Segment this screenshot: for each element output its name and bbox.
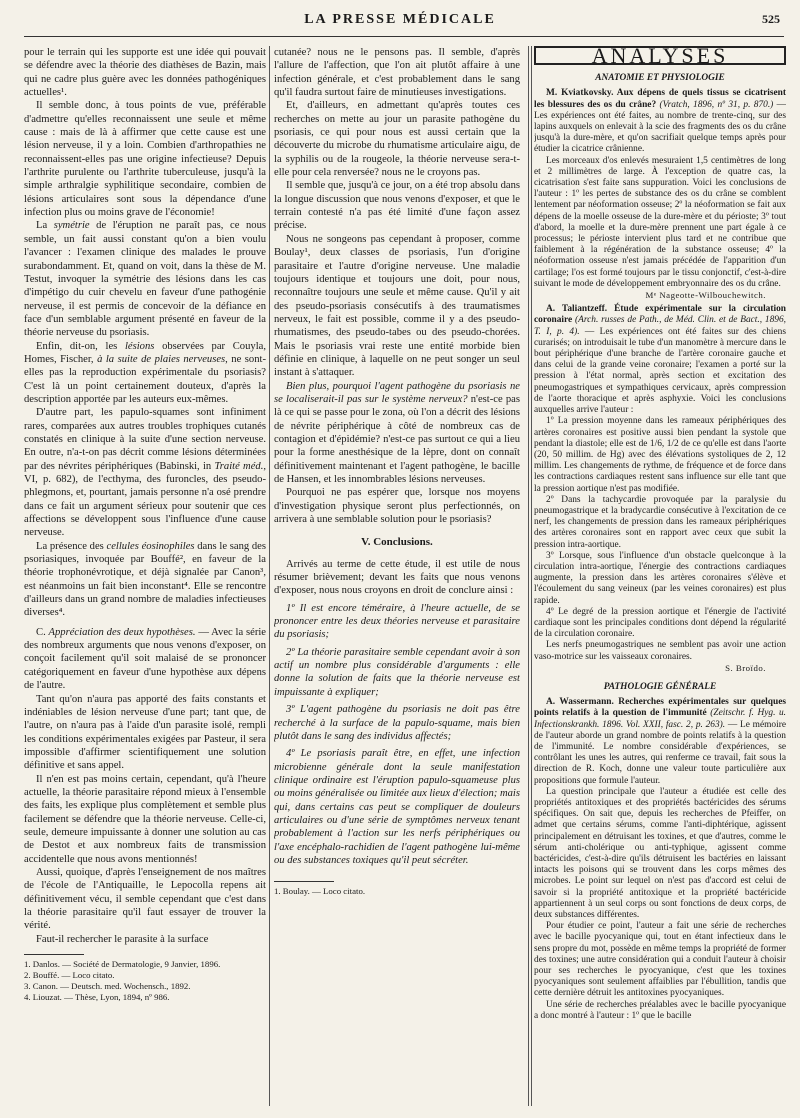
paragraph: Il semble donc, à tous points de vue, préférable d'admettre qu'elles reconnaissent une seule et même cause : mais de là à affirmer que cette cause est une lésion nerveuse, il y a loin. Combien d'arthropathies ne reconnaissent-elles pas une origine infectieuse? Depuis l'arthrite purulente ou l'arthrite tuberculeuse, jusqu'à la simple arthralgie syphilitique secondaire, combien de lésions articulaires sont sous la dépendance d'une infection plus ou moins grave de l'économie! (24, 100, 266, 219)
paragraph: Les nerfs pneumogastriques ne semblent pas avoir une action vaso-motrice sur les vaisseaux coronaires. (534, 640, 786, 662)
conclusion-item: 2º La théorie parasitaire semble cependant avoir à son actif un nombre plus considérable d'arguments : elle donne la solution de faits que la théorie nerveuse est impuissante à expliquer; (274, 646, 520, 698)
section-heading: V. Conclusions. (361, 536, 433, 549)
analyses-title: ANALYSES (534, 46, 786, 65)
paragraph: La symétrie de l'éruption ne paraît pas, ce nous semble, un fait aussi constant qu'on a bien voulu l'avancer : l'examen clinique des malades le prouve surabondamment. Et, quand on voit, dans la thèse de M. Testut, invoquer la symétrie des lésions dans les cas d'impétigo du cuir chevelu en faveur d'une pathogénie nerveuse, il est permis de concevoir de la défiance en face d'un semblable argument présenté en faveur de la théorie nerveuse du psoriasis. (24, 220, 266, 339)
conclusion-item: 1º La pression moyenne dans les rameaux périphériques des artères coronaires est positive aussi bien pendant la systole que pendant la diastole; elle est de 1/6, 1/2 de ce qu'elle est dans l'aorte (20, 50 millim. de Hg) avec des élévations systoliques de 2, 12 millim. Les changements de rythme, de fréquence et de force dans les contractions cardiaques restent sans influence sur elle tant que la pression aortique n'est pas modifiée. (534, 416, 786, 494)
column-divider-2a (528, 46, 529, 1106)
paragraph: Enfin, dit-on, les lésions observées par Couyla, Homes, Fischer, à la suite de plaies nerveuses, ne sont-elles pas la reproduction expérimentale du psoriasis? C'est là un point certainement douteux, d'après la description apportée par les auteurs eux-mêmes. (24, 340, 266, 405)
paragraph: Il n'en est pas moins certain, cependant, qu'à l'heure actuelle, la théorie parasitaire répond mieux à l'ensemble des faits, les explique plus complètement et semble plus facilement se défendre que la théorie nerveuse. Celle-ci, seule, demeure impuissante à donner une solution au cas de Destot et aux nombreux faits de transmission accidentelle que nous avons mentionnés! (24, 773, 266, 865)
paragraph: Et, d'ailleurs, en admettant qu'après toutes ces recherches on mette au jour un parasite pathogène du psoriasis, ce qui pour nous est aussi certain que la découverte du microbe du rhumatisme articulaire aigu, de la syphilis ou de la rougeole, la théorie nerveuse sera-t-elle pour cela renversée? nous ne le croyons pas. (274, 100, 520, 179)
footnote: 4. Liouzat. — Thèse, Lyon, 1894, nº 986. (24, 992, 170, 1003)
footnote-rule (24, 954, 84, 955)
abstract-signature: S. Broïdo. (725, 662, 766, 673)
subsection-heading: C. Appréciation des deux hypothèses. — Avec la série des nombreux arguments que nous venons d'exposer, on conçoit facilement qu'il soit malaisé de se prononcer catégoriquement en faveur d'une hypothèse aux dépens de l'autre. (24, 626, 266, 692)
paragraph: Il semble que, jusqu'à ce jour, on a été trop absolu dans la longue discussion que nous venons d'exposer, et que le terrain contesté n'a pas été limité d'une façon assez précise. (274, 180, 520, 232)
paragraph: La présence des cellules éosinophiles dans le sang des psoriasiques, invoquée par Bouffé², en faveur de la théorie trophonévrotique, et déjà signalée par Canon³, est néanmoins un fait bien inconstant⁴. Elle se rencontre d'ailleurs dans un grand nombre de maladies infectieuses diverses⁴. (24, 540, 266, 619)
rubric-heading: ANATOMIE ET PHYSIOLOGIE (595, 73, 725, 84)
paragraph: Une série de recherches préalables avec le bacille pyocyanique a donc montré à l'auteur : 1º que le bacille (534, 999, 786, 1021)
column-divider-1 (269, 46, 270, 1106)
paragraph: Faut-il rechercher le parasite à la surface (36, 933, 209, 945)
paragraph: D'autre part, les papulo-squames sont infiniment rares, comparées aux autres troubles trophiques cutanés constatés en clinique à la suite d'une section nerveuse. En outre, n'a-t-on pas décrit comme lésions déterminées par des névrites périphériques (Babinski, in Traité méd., VI, p. 682), de l'ecthyma, des furoncles, des pseudo-phlegmons, et, pourtant, jamais personne n'a osé prendre dans ce fait un argument sérieux pour soutenir que ces affections se développent sous l'influence d'une cause nerveuse. (24, 407, 266, 539)
conclusion-item: 3º Lorsque, sous l'influence d'un obstacle quelconque à la circulation intra-aortique, l'énergie des contractions cardiaques augmente, la pression dans les artères coronaires s'élève et l'écoulement du sang veineux (par les veines coronaires) est plus rapide. (534, 550, 786, 606)
rubric-heading: PATHOLOGIE GÉNÉRALE (603, 681, 717, 692)
paragraph: cutanée? nous ne le pensons pas. Il semble, d'après l'allure de l'affection, que l'on ait plutôt affaire à une infection générale, et c'est probablement dans le sang qu'il faudra surtout faire de minutieuses investigations. (274, 47, 520, 99)
paragraph: Aussi, quoique, d'après l'enseignement de nos maîtres de l'école de l'Antiquaille, le Lepocolla repens ait définitivement vécu, il semble cependant que c'est dans la théorie parasitaire qu'il faut essayer de trouver la vérité. (24, 866, 266, 932)
column-divider-2b (531, 46, 532, 1106)
page-number: 525 (762, 12, 780, 26)
paragraph: Pourquoi ne pas espérer que, lorsque nos moyens d'investigation physique seront plus perfectionnés, on arrivera à une semblable solution pour le psoriasis? (274, 487, 520, 526)
paragraph: pour le terrain qui les supporte est une idée qui pouvait se défendre avec la théorie des diathèses de Bazin, mais qui ne cadre plus guère avec les données pathogéniques actuelles¹. (24, 47, 266, 99)
conclusion-item: 4º Le psoriasis paraît être, en effet, une infection microbienne générale dont la seule manifestation clinique ordinaire est l'éruption papulo-squameuse plus ou moins généralisée ou limitée aux lieux d'élection; mais qui, dans certains cas peut se compliquer de douleurs articulaires ou d'une série de symptômes nerveux tenant probablement à l'action sur les nerfs périphériques ou l'axe encéphalo-rachidien de l'agent pathogène lui-même ou des substances toxiques qu'il peut sécréter. (274, 748, 520, 866)
paragraph: Nous ne songeons pas cependant à proposer, comme Boulay¹, deux classes de psoriasis, l'un d'origine parasitaire et l'autre d'origine nerveuse. Une maladie toujours identique et toujours une doit, pour nous, reconnaître toujours une seule et même cause. Qu'il y ait des pseudo-psoriasis consécutifs à des traumatismes nerveux, le fait est possible, comme il y a des pseudo-rhumatismes, des pseudo-tabes ou des pseudo-chorées. Mais le psoriasis vrai reste une entité morbide bien définie en clinique, à laquelle on ne peut songer un seul instant à s'attaquer. (274, 233, 520, 379)
paragraph: Pour étudier ce point, l'auteur a fait une série de recherches avec le bacille pyocyanique qui, tout en étant infectieux dans le sens propre du mot, possède en même temps la propriété de former des toxines; une autre considération qui a conduit l'auteur à choisir pour ses recherches le pyocyanique, c'est que les toxines pyocyaniques sont seulement affaiblies par l'ébullition, tandis que cette dernière détruit les antitoxines pyocyaniques. (534, 921, 786, 999)
conclusion-item: 3º L'agent pathogène du psoriasis ne doit pas être recherché à la surface de la papulo-squame, mais bien plutôt dans le sang des individus affectés; (274, 704, 520, 742)
paragraph: Les morceaux d'os enlevés mesuraient 1,5 centimètres de long et 2 millimètres de large. À l'exception de quatre cas, la cicatrisation s'est faite sans suppuration. Voici les conclusions de l'auteur : 1º les pertes de substance des os du crâne se comblent lentement par néoformation osseuse; 2º la néoformation se fait aux dépens de la moelle osseuse de la dure-mère et du périoste; 3º tout d'abord, la moelle et la dure-mère prennent une part égale à ce processus; le périoste intervient plus tard et ne contribue que faiblement à la régénération de la substance osseuse; 4º la néoformation osseuse n'est jamais précédée de l'apparition d'un cartilage; l'os est formé toujours par le tissu conjonctif, c'est-à-dire suivant le mode de développement embryonnaire des os du crâne. (534, 155, 786, 289)
column-middle (274, 46, 520, 1114)
article-abstract: M. Kviatkovsky. Aux dépens de quels tissus se cicatrisent les blessures des os du crâne? (Vratch, 1896, nº 31, p. 870.) — Les expériences ont été faites, au nombre de trente-cinq, sur des lapins auxquels on enlevait à la scie des fragments des os du crâne jusqu'à la dure-mère, et qu'on sacrifiait quelque temps après pour étudier la cicatrice crânienne. (534, 88, 786, 155)
conclusion-item: 4º Le degré de la pression aortique et l'énergie de l'activité cardiaque sont les principales conditions dont dépend la régularité de la circulation coronaire. (534, 606, 786, 640)
paragraph: La question principale que l'auteur a étudiée est celle des propriétés antitoxiques et des propriétés bactéricides des sérums spécifiques. On sait que, depuis les recherches de Pfeiffer, on admet que certains sérums, comme l'anti-diphtérique, agissent principalement en détruisant les toxines, et que d'autres, comme le sérum anti-cholérique ou anti-typhique, agissent comme bactéricides, c'est-à-dire qu'ils détruisent les bactéries en laissant intacts les poisons qui se trouvent dans les corps mêmes des microbes. Le point sur lequel on n'est pas d'accord est celui de savoir si la propriété antitoxique et la propriété bactéricide appartiennent à un seul corps ou sont fonctions de deux corps, de deux substances différentes. (534, 786, 786, 921)
footnote: 1. Boulay. — Loco citato. (274, 886, 366, 897)
footnote: 1. Danlos. — Société de Dermatologie, 9 Janvier, 1896. (24, 959, 221, 970)
abstract-signature: Mᵉ Nageotte-Wilbouchewitch. (645, 290, 766, 301)
paragraph: Bien plus, pourquoi l'agent pathogène du psoriasis ne se localiserait-il pas sur le système nerveux? n'est-ce pas là ce qui se passe pour le zona, où l'on a décrit des lésions de névrite périphérique à côté de nombreux cas de contagion et d'épidémie? n'est-ce pas surtout ce qui a lieu pour la forme anesthésique de la lèpre, dont on connaît définitivement maintenant et l'agent pathogène, le bacille de Hansen, et les innombrables lésions nerveuses. (274, 380, 520, 485)
conclusion-item: 1º Il est encore téméraire, à l'heure actuelle, de se prononcer entre les deux théories nerveuse et parasitaire du psoriasis; (274, 602, 520, 641)
column-right-analyses (534, 46, 786, 1114)
journal-title: LA PRESSE MÉDICALE (304, 12, 496, 27)
header-rule (24, 36, 784, 37)
footnote: 2. Bouffé. — Loco citato. (24, 970, 115, 981)
article-abstract: A. Wassermann. Recherches expérimentales sur quelques points relatifs à la question de l'immunité (Zeitschr. f. Hyg. u. Infectionskrankh. 1896. Vol. XXII, fasc. 2, p. 263). — Le mémoire de l'auteur aborde un grand nombre de points relatifs à la question de l'immunité. Le nombre considérable d'expériences, se contrôlant les unes les autres, qui renferme ce travail, fait sous la direction de R. Koch, donne une valeur toute particulière aux propositions que formule l'auteur. (534, 697, 786, 786)
paragraph: Tant qu'on n'aura pas apporté des faits constants et indéniables de lésion nerveuse d'une part; tant que, de l'autre, on n'aura pas à l'aide d'un parasite isolé, rempli les conditions expérimentales exigées par Pasteur, il sera impossible d'affirmer scientifiquement une solution définitive et sans appel. (24, 693, 266, 772)
running-header (0, 12, 800, 32)
paragraph: Arrivés au terme de cette étude, il est utile de nous résumer brièvement; devant les faits que nous venons d'exposer, nous nous croyons en droit de conclure ainsi : (274, 558, 520, 597)
conclusion-item: 2º Dans la tachycardie provoquée par la paralysie du pneumogastrique et la bradycardie consécutive à l'excitation de ce nerf, les changements de pression dans les rameaux périphériques des artères coronaires sont en rapport avec ceux que subit la pression intra-aortique. (534, 494, 786, 550)
column-left (24, 46, 266, 1114)
footnote: 3. Canon. — Deutsch. med. Wochensch., 1892. (24, 981, 191, 992)
footnote-rule (274, 881, 334, 882)
article-abstract: A. Taliantzeff. Étude expérimentale sur la circulation coronaire (Arch. russes de Path., de Méd. Clin. et de Bact., 1896, T. I, p. 4). — Les expériences ont été faites sur des chiens curarisés; on introduisait le tube d'un manomètre à mercure dans le bout périphérique d'une branche de l'artère coronaire gauche et dans celui de la grande veine coronaire; l'examen a porté sur la pression à l'état normal, après section et excitation des pneumogastriques et sympathiques cervicaux, après compression de l'aorte thoracique et après asphyxie. Voici les conclusions auxquelles arrive l'auteur : (534, 304, 786, 416)
